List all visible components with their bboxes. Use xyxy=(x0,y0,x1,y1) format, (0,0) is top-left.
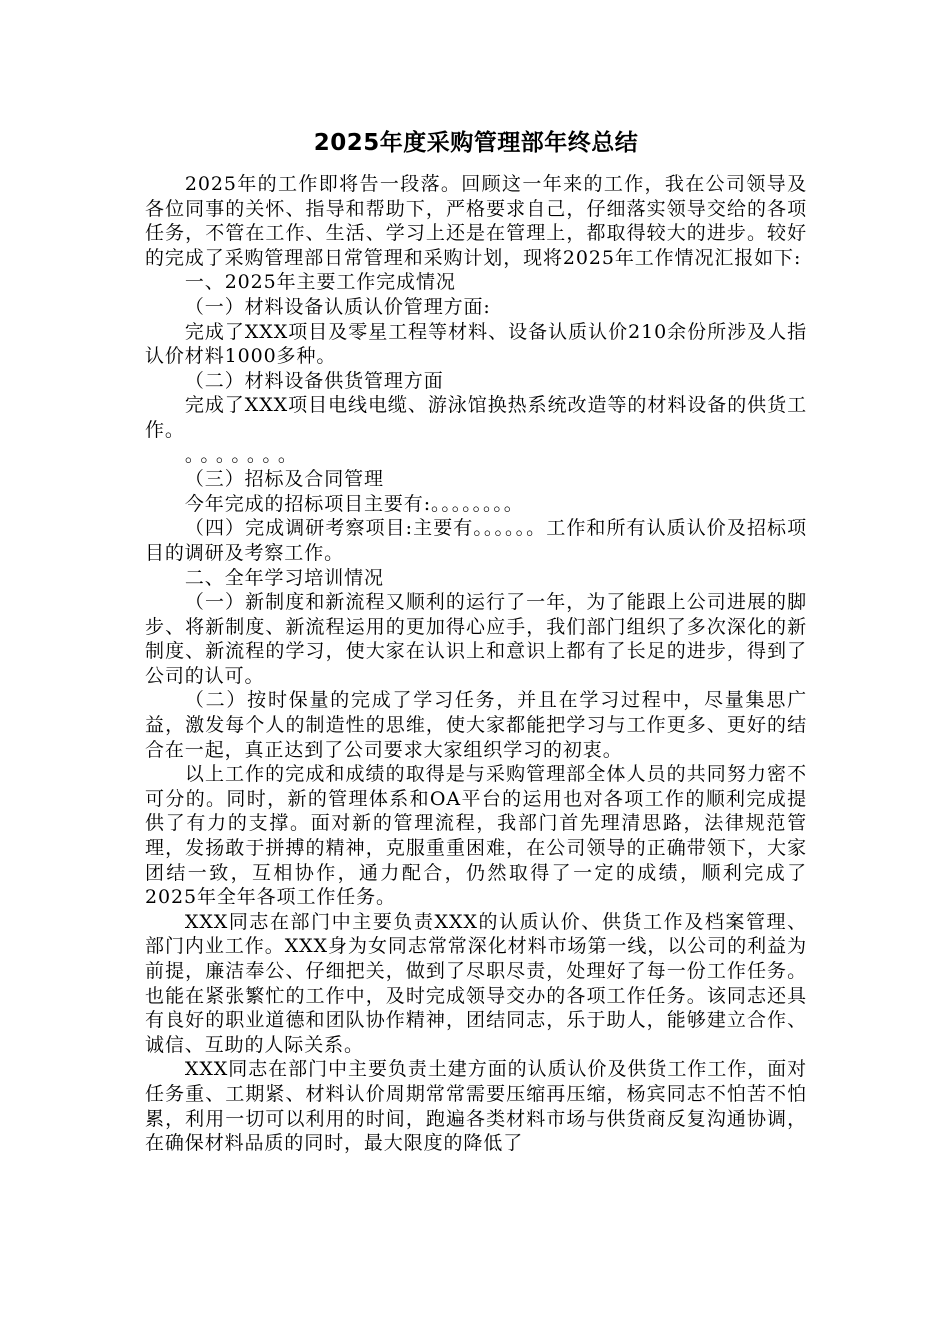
paragraph-1-3: 今年完成的招标项目主要有:。。。。。。。。 xyxy=(184,492,524,515)
document-title: 2025年度采购管理部年终总结 xyxy=(313,130,639,156)
paragraph-summary: 以上工作的完成和成绩的取得是与采购管理部全体人员的共同努力密不可分的。同时，新的管理体系和OA平台的运用也对各项工作的顺利完成提供了有力的支撑。面对新的管理流程，我部门首先理清思路，法律规范管理，发扬敢于拼搏的精神，克服重重困难，在公司领导的正确带领下，大家团结一致，互相协作，通力配合，仍然取得了一定的成绩，顺利完成了2025年全年各项工作任务。 xyxy=(145,763,807,909)
paragraph-staff-1: XXX同志在部门中主要负责XXX的认质认价、供货工作及档案管理、部门内业工作。XXX身为女同志常常深化材料市场第一线，以公司的利益为前提，廉洁奉公、仔细把关，做到了尽职尽责，处理好了每一份工作任务。也能在紧张繁忙的工作中，及时完成领导交办的各项工作任务。该同志还具有良好的职业道德和团队协作精神，团结同志，乐于助人，能够建立合作、诚信、互助的人际关系。 xyxy=(145,910,807,1056)
subsection-heading-1-1: （一）材料设备认质认价管理方面: xyxy=(184,295,491,318)
paragraph-1-4: （四）完成调研考察项目:主要有。。。。。。工作和所有认质认价及招标项目的调研及考察工作。 xyxy=(145,517,807,564)
paragraph-staff-2: XXX同志在部门中主要负责土建方面的认质认价及供货工作工作，面对任务重、工期紧、材料认价周期常常需要压缩再压缩，杨宾同志不怕苦不怕累，利用一切可以利用的时间，跑遍各类材料市场与供货商反复沟通协调，在确保材料品质的同时，最大限度的降低了 xyxy=(145,1058,807,1155)
subsection-heading-1-2: （二）材料设备供货管理方面 xyxy=(184,369,444,392)
document-page xyxy=(145,128,807,1156)
section-heading-1: 一、2025年主要工作完成情况 xyxy=(184,271,456,294)
paragraph-intro: 2025年的工作即将告一段落。回顾这一年来的工作，我在公司领导及各位同事的关怀、指导和帮助下，严格要求自己，仔细落实领导交给的各项任务，不管在工作、生活、学习上还是在管理上，都取得较大的进步。较好的完成了采购管理部日常管理和采购计划，现将2025年工作情况汇报如下: xyxy=(145,173,807,269)
ellipsis-line: 。。。。。。。 xyxy=(184,443,303,466)
paragraph-2-1: （一）新制度和新流程又顺利的运行了一年，为了能跟上公司进展的脚步、将新制度、新流程运用的更加得心应手，我们部门组织了多次深化的新制度、新流程的学习，使大家在认识上和意识上都有了长足的进步，得到了公司的认可。 xyxy=(145,591,807,687)
paragraph-1-1: 完成了XXX项目及零星工程等材料、设备认质认价210余份所涉及人指认价材料1000多种。 xyxy=(145,320,807,368)
paragraph-2-2: （二）按时保量的完成了学习任务，并且在学习过程中，尽量集思广益，激发每个人的制造性的思维，使大家都能把学习与工作更多、更好的结合在一起，真正达到了公司要求大家组织学习的初衷。 xyxy=(145,689,807,761)
section-heading-2: 二、全年学习培训情况 xyxy=(184,566,384,589)
document-body xyxy=(145,172,807,1156)
subsection-heading-1-3: （三）招标及合同管理 xyxy=(184,468,384,491)
paragraph-1-2: 完成了XXX项目电线电缆、游泳馆换热系统改造等的材料设备的供货工作。 xyxy=(145,394,807,441)
